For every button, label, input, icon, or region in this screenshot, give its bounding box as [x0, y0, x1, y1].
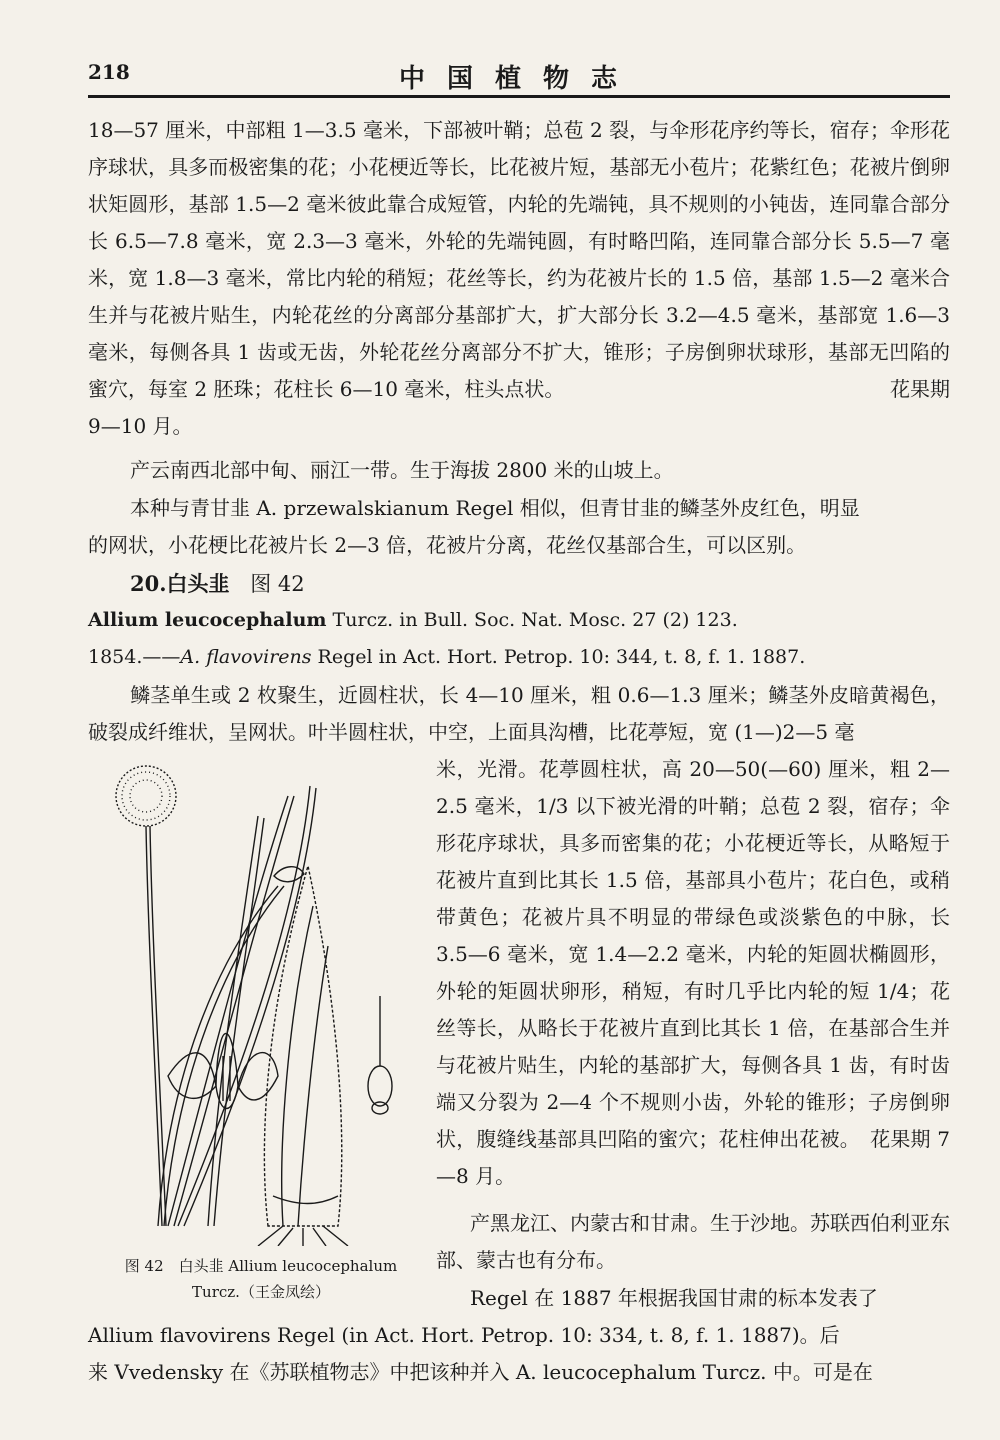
species-number: 20. [130, 571, 167, 596]
citation-reference: Turcz. in Bull. Soc. Nat. Mosc. 27 (2) 123. [326, 609, 738, 631]
taxonomic-history [88, 1280, 950, 1391]
phenology-months: 9—10 月。 [88, 414, 193, 438]
botanical-illustration [98, 756, 428, 1246]
book-title: 中国植物志 [398, 64, 639, 94]
page-number: 218 [88, 60, 130, 84]
citation-line [88, 602, 950, 639]
species-20-description-cont: 米，光滑。花葶圆柱状，高 20—50(—60) 厘米，粗 2—2.5 毫米，1/3 以下被光滑的叶鞘；总苞 2 裂，宿存；伞形花序球状，具多而密集的花；小花梗近等长，从略短于花被片直到比其长 1.5 倍，基部具小苞片；花白色，或稍带黄色；花被片具不明显的带绿色或淡紫色的中脉，长 3.5—6 毫米，宽 1.4—2.2 毫米，内轮的矩圆状椭圆形，外轮的矩圆状卵形，稍短，有时几乎比内轮的短 1/4；花丝等长，从略长于花被片直到比其长 1 倍，在基部合生并与花被片贴生，内轮的基部扩大，每侧各具 1 齿，有时齿端又分裂为 2—4 个不规则小齿，外轮的锥形；子房倒卵状，腹缝线基部具凹陷的蜜穴；花柱伸出花被。 花果期 7—8 月。 [436, 757, 950, 1188]
figure-reference: 图 42 [250, 572, 305, 596]
comparison-note [88, 490, 950, 564]
citation-line [88, 639, 950, 676]
binomial-name: Allium leucocephalum [88, 609, 327, 631]
phenology-label: 花果期 [890, 377, 950, 401]
note-line: 的网状，小花梗比花被片长 2—3 倍，花被片分离，花丝仅基部合生，可以区别。 [88, 533, 807, 557]
species-19-description [88, 112, 950, 445]
description-text: 18—57 厘米，中部粗 1—3.5 毫米，下部被叶鞘；总苞 2 裂，与伞形花序约等长，宿存；伞形花序球状，具多而极密集的花；小花梗近等长，比花被片短，基部无小苞片；花紫红色；花被片倒卵状矩圆形，基部 1.5—2 毫米彼此靠合成短管，内轮的先端钝，具不规则的小钝齿，连同靠合部分长 6.5—7.8 毫米，宽 2.3—3 毫米，外轮的先端钝圆，有时略凹陷，连同靠合部分长 5.5—7 毫米，宽 1.8—3 毫米，常比内轮的稍短；花丝等长，约为花被片长的 1.5 倍，基部 1.5—2 毫米合生并与花被片贴生，内轮花丝的分离部分基部扩大，扩大部分长 3.2—4.5 毫米，基部宽 1.6—3 毫米，每侧各具 1 齿或无齿，外轮花丝分离部分不扩大，锥形；子房倒卵状球形，基部无凹陷的蜜穴，每室 2 胚珠；花柱长 6—10 毫米，柱头点状。 [88, 118, 950, 401]
distribution-paragraph: 产云南西北部中甸、丽江一带。生于海拔 2800 米的山坡上。 [130, 458, 674, 482]
history-line: 来 Vvedensky 在《苏联植物志》中把该种并入 A. leucocephalum Turcz. 中。可是在 [88, 1360, 873, 1384]
species-20-description-start [88, 677, 950, 751]
note-line: 本种与青甘韭 A. przewalskianum Regel 相似，但青甘韭的鳞茎外皮红色，明显 [130, 496, 860, 520]
header-rule [88, 95, 950, 98]
allium-drawing [98, 756, 428, 1246]
history-line: Allium flavovirens Regel (in Act. Hort. Petrop. 10: 334, t. 8, f. 1. 1887)。后 [88, 1323, 840, 1347]
caption-line: 图 42 白头韭 Allium leucocephalum [124, 1257, 398, 1275]
synonym-reference: Regel in Act. Hort. Petrop. 10: 344, t. 8, f. 1. 1887. [311, 646, 806, 668]
distribution-text: 产黑龙江、内蒙古和甘肃。生于沙地。苏联西伯利亚东部、蒙古也有分布。 [436, 1211, 950, 1272]
history-line: Regel 在 1887 年根据我国甘肃的标本发表了 [470, 1286, 878, 1310]
synonym-name: A. flavovirens [180, 646, 312, 668]
species-heading [130, 565, 305, 603]
description-text: 鳞茎单生或 2 枚聚生，近圆柱状，长 4—10 厘米，粗 0.6—1.3 厘米；鳞茎外皮暗黄褐色，破裂成纤维状，呈网状。叶半圆柱状，中空，上面具沟槽，比花葶短，宽 (1—)2—5 毫 [88, 683, 950, 744]
citation-year: 1854.—— [88, 646, 181, 668]
nomenclature-citation [88, 602, 950, 676]
species-name: 白头韭 [166, 571, 230, 596]
page-header [88, 56, 950, 96]
distribution-paragraph-2 [436, 1205, 950, 1279]
caption-line: Turcz.（王金凤绘） [192, 1283, 330, 1301]
